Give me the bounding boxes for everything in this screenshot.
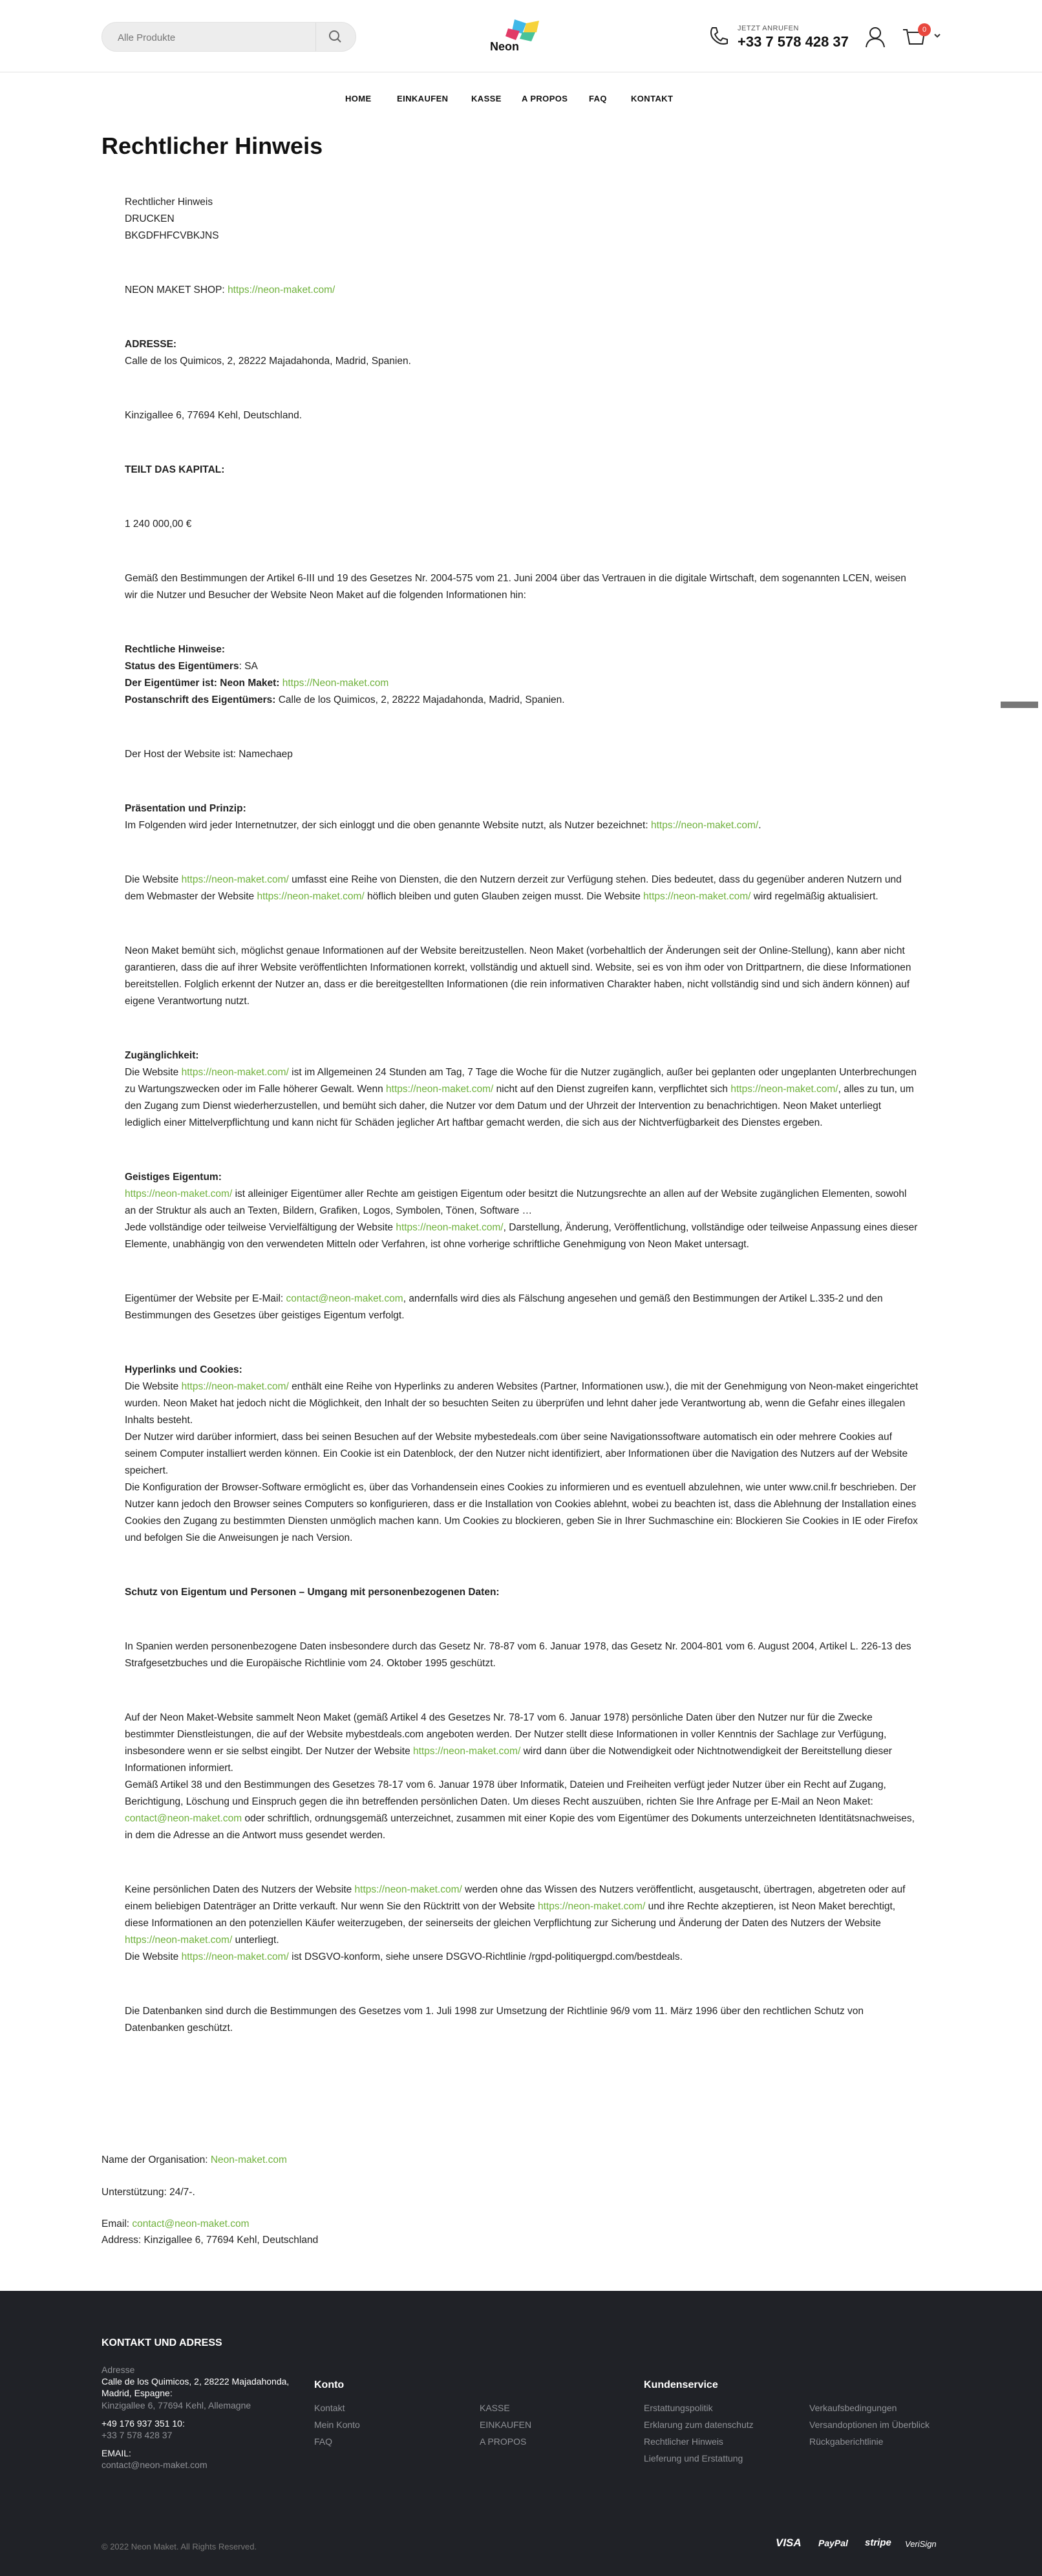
text: , alles zu tun, um den Zugang zum Dienst wiederherzustellen, und bemüht sich daher, die Nutzer vor dem Datum und der Uhrzeit der Intervention zu benachrichtigen. Neon Maket unterliegt lediglich einer Mittelverpflichtung und kann nicht für Schäden jeglicher Art haftbar gemacht werden, die sich aus der Nichtverfügbarkeit des Dienstes ergeben. bbox=[125, 1084, 914, 1128]
site-link[interactable]: https://neon-maket.com/ bbox=[643, 891, 751, 902]
footer-konto-list-2 bbox=[480, 2399, 531, 2450]
address-text: Calle de los Quimicos, 2, 28222 Majadahonda, Madrid, Spanien. bbox=[125, 356, 411, 367]
text: werden ohne das Wissen des Nutzers veröffentlicht, ausgetauscht, übertragen, abgetreten oder auf einem beliebigen Datenträger an Dritte verkauft. Nur wenn Sie den Rücktritt von der Website bbox=[125, 1884, 906, 1912]
footer-email-label: EMAIL: bbox=[101, 2448, 131, 2458]
host-text: Der Host der Website ist: Namechaep bbox=[125, 749, 293, 760]
footer-link[interactable]: FAQ bbox=[314, 2436, 333, 2447]
footer-link[interactable]: Mein Konto bbox=[314, 2420, 360, 2430]
footer-konto-list bbox=[314, 2399, 360, 2450]
text: ist alleiniger Eigentümer aller Rechte am geistigen Eigentum oder besitzt die Nutzungsrechte an allen auf der Website zugänglichen Elementen, sowohl an der Struktur als auch an Texten, Bildern, Grafiken, Logos, Symbolen, Tönen, Software … bbox=[125, 1188, 907, 1216]
stripe-icon: stripe bbox=[865, 2537, 891, 2548]
search-input[interactable] bbox=[118, 30, 312, 45]
owner-link[interactable]: https://Neon-maket.com bbox=[282, 678, 389, 689]
footer-link[interactable]: Kontakt bbox=[314, 2403, 345, 2413]
footer-link[interactable]: Erstattungspolitik bbox=[644, 2403, 713, 2413]
site-link[interactable]: https://neon-maket.com/ bbox=[228, 284, 335, 295]
presentation-block: Präsentation und Prinzip: Im Folgenden wird jeder Internetnutzer, der sich einloggt und die oben genannte Website nutzt, als Nutzer bezeichnet: https://neon-maket.com/. bbox=[125, 803, 761, 831]
site-link[interactable]: https://neon-maket.com/ bbox=[257, 891, 365, 902]
text: höflich bleiben und guten Glauben zeigen musst. Die Website bbox=[364, 891, 644, 902]
text: Gemäß Artikel 38 und den Bestimmungen des Gesetzes 78-17 vom 6. Januar 1978 über Informatik, Dateien und Freiheiten verfügt jeder Nutzer über ein Recht auf Zugang, Berichtigung, Löschung und Einspruch gegen die ihn betreffenden persönlichen Daten. Um dieses Recht auszuüben, richten Sie Ihre Anfrage per E-Mail an Neon Maket: bbox=[125, 1779, 886, 1807]
user-icon[interactable] bbox=[864, 26, 886, 48]
text: Die Website bbox=[125, 1067, 182, 1078]
site-link[interactable]: https://neon-maket.com/ bbox=[354, 1884, 462, 1895]
ip-label: Geistiges Eigentum: bbox=[125, 1172, 222, 1183]
shop-block bbox=[125, 282, 919, 299]
text: Die Website bbox=[125, 1381, 182, 1392]
site-link[interactable]: https://neon-maket.com/ bbox=[181, 874, 289, 885]
intro-line: DRUCKEN bbox=[125, 213, 175, 224]
paypal-icon: PayPal bbox=[818, 2538, 848, 2548]
svg-text:Neon: Neon bbox=[490, 40, 519, 53]
intro-line: BKGDFHFCVBKJNS bbox=[125, 230, 219, 241]
legal-notes-block bbox=[125, 641, 919, 709]
site-link[interactable]: https://neon-maket.com/ bbox=[537, 1901, 646, 1912]
footer-link[interactable]: A PROPOS bbox=[480, 2436, 527, 2447]
nav-einkaufen[interactable]: EINKAUFEN bbox=[397, 94, 449, 103]
site-link[interactable]: https://neon-maket.com/ bbox=[181, 1067, 289, 1078]
intro-line: Rechtlicher Hinweis bbox=[125, 197, 213, 208]
nav-home[interactable]: HOME bbox=[345, 94, 372, 103]
phone-number[interactable]: +33 7 578 428 37 bbox=[738, 34, 849, 50]
kehl-address: Kinzigallee 6, 77694 Kehl, Deutschland. bbox=[125, 410, 303, 421]
page-title: Rechtlicher Hinweis bbox=[101, 133, 323, 159]
text: ist DSGVO-konform, siehe unsere DSGVO-Richtlinie /rgpd-politiquergpd.com/bestdeals. bbox=[288, 1951, 683, 1962]
site-link[interactable]: https://neon-maket.com/ bbox=[396, 1222, 504, 1233]
cookie-text: Der Nutzer wird darüber informiert, dass bei seinen Besuchen auf der Website mybestedeals.com über seine Navigationssoftware automatisch ein oder mehrere Cookies auf seinem Computer installiert werden können. Ein Cookie ist ein Datenblock, der den Nutzer nicht identifiziert, aber Informationen über die Navigation des Nutzers auf der Website speichert. bbox=[125, 1432, 908, 1476]
text: Jede vollständige oder teilweise Vervielfältigung der Website bbox=[125, 1222, 396, 1233]
side-tab[interactable] bbox=[1001, 702, 1038, 708]
org-email-label: Email: bbox=[101, 2218, 133, 2229]
email-link[interactable]: contact@neon-maket.com bbox=[286, 1293, 403, 1304]
phone-icon bbox=[707, 25, 730, 48]
footer-address-label: Adresse bbox=[101, 2365, 135, 2375]
site-link[interactable]: https://neon-maket.com/ bbox=[650, 820, 759, 831]
status-value: : SA bbox=[239, 661, 258, 672]
nav-kasse[interactable]: KASSE bbox=[471, 94, 502, 103]
org-email-link[interactable]: contact@neon-maket.com bbox=[132, 2218, 250, 2229]
text: nicht auf den Dienst zugreifen kann, verpflichtet sich bbox=[493, 1084, 731, 1095]
text: , andernfalls wird dies als Fälschung angesehen und gemäß den Bestimmungen der Artikel L.335-2 und den Bestimmungen des Gesetzes über geistiges Eigentum verfolgt. bbox=[125, 1293, 883, 1321]
footer-phone-2[interactable]: +33 7 578 428 37 bbox=[101, 2430, 173, 2440]
footer-link[interactable]: KASSE bbox=[480, 2403, 510, 2413]
legal-notes-label: Rechtliche Hinweise: bbox=[125, 644, 226, 655]
protection-label-block bbox=[125, 1584, 919, 1601]
hyperlinks-label: Hyperlinks und Cookies: bbox=[125, 1364, 242, 1375]
search-button[interactable] bbox=[315, 23, 356, 51]
legal-content bbox=[125, 194, 919, 2074]
text: unterliegt. bbox=[232, 1935, 279, 1946]
footer-link[interactable]: EINKAUFEN bbox=[480, 2420, 532, 2430]
text: wird dann über die Notwendigkeit oder Nichtnotwendigkeit der Bereitstellung dieser Informationen informiert. bbox=[125, 1746, 892, 1774]
capital-block bbox=[125, 516, 919, 533]
text: und ihre Rechte akzeptieren, ist Neon Maket berechtigt, diese Informationen an den potenziellen Käufer weiterzugeben, der seinerseits der gleichen Verpflichtung zur Sicherung und Änderung der Daten des Nutzers der Website bbox=[125, 1901, 896, 1929]
database-text: Die Datenbanken sind durch die Bestimmungen des Gesetzes vom 1. Juli 1998 zur Umsetzung der Richtlinie 96/9 vom 11. März 1996 über den rechtlichen Schutz von Datenbanken geschützt. bbox=[125, 2006, 864, 2034]
lcen-text: Gemäß den Bestimmungen der Artikel 6-III und 19 des Gesetzes Nr. 2004-575 vom 21. Juni 2004 über das Vertrauen in die digitale Wirtschaft, dem sogenannten LCEN, weisen wir die Nutzer und Besucher der Website Neon Maket auf die folgenden Informationen hin: bbox=[125, 573, 906, 601]
neon-logo-icon bbox=[486, 17, 556, 54]
text: Auf der Neon Maket-Website sammelt Neon Maket (gemäß Artikel 4 des Gesetzes Nr. 78-17 vom 6. Januar 1978) persönliche Daten über den Nutzer nur für die Zwecke bestimmter Dienstleistungen, die auf der Website mybestdeals.com angeboten werden. Der Nutzer stellt diese Informationen in voller Kenntnis der Sachlage zur Verfügung, insbesondere wenn er sie selbst eingibt. Der Nutzer der Website bbox=[125, 1712, 887, 1757]
lcen-block bbox=[125, 570, 919, 604]
protection-label: Schutz von Eigentum und Personen – Umgang mit personenbezogenen Daten: bbox=[125, 1587, 500, 1598]
email-link[interactable]: contact@neon-maket.com bbox=[125, 1813, 242, 1824]
site-link[interactable]: https://neon-maket.com/ bbox=[386, 1084, 494, 1095]
kehl-block bbox=[125, 407, 919, 424]
website-block bbox=[125, 872, 919, 905]
copyright: © 2022 Neon Maket. All Rights Reserved. bbox=[101, 2542, 257, 2551]
site-link[interactable]: https://neon-maket.com/ bbox=[413, 1746, 521, 1757]
accessibility-block bbox=[125, 1047, 919, 1132]
intro-block bbox=[125, 194, 919, 244]
footer-link[interactable]: Rückgaberichtlinie bbox=[809, 2436, 884, 2447]
spain-text: In Spanien werden personenbezogene Daten insbesondere durch das Gesetz Nr. 78-87 vom 6. Januar 1978, das Gesetz Nr. 2004-801 vom 6. August 2004, Artikel L. 226-13 des Strafgesetzbuches und die Europäische Richtlinie vom 24. Oktober 1995 geschützt. bbox=[125, 1641, 911, 1669]
footer-email[interactable]: contact@neon-maket.com bbox=[101, 2460, 207, 2470]
shop-label: NEON MAKET SHOP: bbox=[125, 284, 225, 295]
text: enthält eine Reihe von Hyperlinks zu anderen Websites (Partner, Informationen usw.), die mit der Genehmigung von Neon-maket eingerichtet wurden. Neon Maket hat jedoch nicht die Möglichkeit, den Inhalt der so besuchten Seiten zu überprüfen und lehnt daher jede Verantwortung ab, wenn die Gefahr eines illegalen Inhalts besteht. bbox=[125, 1381, 919, 1426]
text: umfasst eine Reihe von Diensten, die den Nutzern derzeit zur Verfügung stehen. Dies bedeutet, dass du gegenüber anderen Nutzern und dem Webmaster der Website bbox=[125, 874, 902, 902]
footer-link[interactable]: Versandoptionen im Überblick bbox=[809, 2420, 930, 2430]
site-footer bbox=[0, 2291, 1042, 2576]
search-icon bbox=[316, 23, 356, 51]
support-line: Unterstützung: 24/7-. bbox=[101, 2187, 195, 2198]
footer-konto-title: Konto bbox=[314, 2379, 345, 2390]
accessibility-label: Zugänglichkeit: bbox=[125, 1050, 199, 1061]
footer-contact-title: KONTAKT UND ADRESS bbox=[101, 2337, 222, 2348]
chevron-down-icon[interactable] bbox=[933, 31, 942, 40]
org-name-label: Name der Organisation: bbox=[101, 2154, 211, 2165]
presentation-text: Im Folgenden wird jeder Internetnutzer, der sich einloggt und die oben genannte Website nutzt, als Nutzer bezeichnet: bbox=[125, 820, 651, 831]
accuracy-block bbox=[125, 943, 919, 1010]
site-link[interactable]: https://neon-maket.com/ bbox=[125, 1935, 233, 1946]
capital-label-block bbox=[125, 462, 919, 478]
text: Die Website bbox=[125, 1951, 182, 1962]
footer-link[interactable]: Rechtlicher Hinweis bbox=[644, 2436, 723, 2447]
host-block bbox=[125, 746, 919, 763]
site-header bbox=[0, 0, 1042, 72]
spain-block bbox=[125, 1638, 919, 1672]
org-name-link[interactable]: Neon-maket.com bbox=[210, 2154, 287, 2165]
cart-count-badge: 0 bbox=[918, 23, 931, 36]
site-link[interactable]: https://neon-maket.com/ bbox=[181, 1381, 289, 1392]
no-share-block bbox=[125, 1882, 919, 1966]
text: ist im Allgemeinen 24 Stunden am Tag, 7 Tage die Woche für die Nutzer zugänglich, außer bei geplanten oder ungeplanten Unterbrechungen zu Wartungszwecken oder im Falle höherer Gewalt. Wenn bbox=[125, 1067, 917, 1095]
text: Keine persönlichen Daten des Nutzers der Website bbox=[125, 1884, 355, 1895]
footer-service-list-2 bbox=[809, 2399, 930, 2450]
database-block bbox=[125, 2003, 919, 2037]
capital-value: 1 240 000,00 € bbox=[125, 519, 192, 530]
footer-service-list bbox=[644, 2399, 754, 2467]
ip-block bbox=[125, 1169, 919, 1253]
footer-address-1: Calle de los Quimicos, 2, 28222 Majadahonda, bbox=[101, 2376, 290, 2387]
call-label: JETZT ANRUFEN bbox=[738, 25, 799, 32]
nav-a-propos[interactable]: A PROPOS bbox=[522, 94, 568, 103]
postal-label: Postanschrift des Eigentümers: bbox=[125, 694, 276, 705]
address-label: ADRESSE: bbox=[125, 339, 177, 350]
site-link[interactable]: https://neon-maket.com/ bbox=[125, 1188, 233, 1199]
nav-faq[interactable]: FAQ bbox=[589, 94, 607, 103]
call-block bbox=[738, 25, 849, 50]
accuracy-text: Neon Maket bemüht sich, möglichst genaue Informationen auf der Website bereitzustellen. Neon Maket (vorbehaltlich der Änderungen seit der Online-Stellung), kann aber nicht garantieren, dass die auf ihrer Website veröffentlichten Informationen korrekt, vollständig und aktuell sind. Website, sei es von ihm oder von Drittpartnern, die diese Informationen bereitstellen. Folglich erkennt der Nutzer an, dass er die bereitgestellten Informationen (die rein informativen Charakter haben, nicht vollständig sind und sich ändern können) auf eigene Verantwortung nutzt. bbox=[125, 945, 911, 1007]
postal-value: Calle de los Quimicos, 2, 28222 Majadahonda, Madrid, Spanien. bbox=[275, 694, 565, 705]
nav-kontakt[interactable]: KONTAKT bbox=[631, 94, 674, 103]
text: , Darstellung, Änderung, Veröffentlichung, vollständige oder teilweise Anpassung eines dieser Elemente, unabhängig von den verwendeten Mitteln oder Verfahren, ist ohne vorherige schriftliche Genehmigung von Neon Maket untersagt. bbox=[125, 1222, 918, 1250]
main-nav bbox=[0, 72, 1042, 123]
capital-label: TEILT DAS KAPITAL: bbox=[125, 464, 225, 475]
footer-link[interactable]: Verkaufsbedingungen bbox=[809, 2403, 897, 2413]
footer-service-title: Kundenservice bbox=[644, 2379, 718, 2390]
hyperlinks-block bbox=[125, 1362, 919, 1547]
org-email-line bbox=[101, 2216, 942, 2233]
owner-label: Der Eigentümer ist: Neon Maket: bbox=[125, 678, 280, 689]
site-link[interactable]: https://neon-maket.com/ bbox=[730, 1084, 838, 1095]
footer-phone-1[interactable]: +49 176 937 351 10: bbox=[101, 2418, 185, 2429]
footer-link[interactable]: Erklarung zum datenschutz bbox=[644, 2420, 754, 2430]
visa-icon: VISA bbox=[776, 2537, 802, 2549]
verisign-icon: VeriSign bbox=[905, 2539, 937, 2549]
email-owner-block bbox=[125, 1291, 919, 1324]
footer-address-3: Kinzigallee 6, 77694 Kehl, Allemagne bbox=[101, 2400, 251, 2410]
text: Eigentümer der Website per E-Mail: bbox=[125, 1293, 286, 1304]
org-name-line bbox=[101, 2152, 942, 2169]
org-address-line: Address: Kinzigallee 6, 77694 Kehl, Deutschland bbox=[101, 2235, 319, 2246]
footer-link[interactable]: Lieferung und Erstattung bbox=[644, 2453, 743, 2463]
data-collection-block bbox=[125, 1710, 919, 1844]
status-label: Status des Eigentümers bbox=[125, 661, 239, 672]
address-block bbox=[125, 336, 919, 370]
site-logo[interactable] bbox=[486, 17, 556, 54]
search-bar bbox=[101, 22, 356, 52]
text: wird regelmäßig aktualisiert. bbox=[750, 891, 878, 902]
cookie-config-text: Die Konfiguration der Browser-Software ermöglicht es, über das Vorhandensein eines Cookies zu informieren und es eventuell abzulehnen, wie unter www.cnil.fr beschrieben. Der Nutzer kann jedoch den Browser seines Computers so konfigurieren, dass er die Installation von Cookies ablehnt, wobei zu beachten ist, dass die Ablehnung der Installation eines Cookies den Zugang zu bestimmten Diensten unmöglich machen kann. Um Cookies zu blockieren, geben Sie in Ihrer Suchmaschine ein: Blockieren Sie Cookies in IE oder Firefox und befolgen Sie die Anweisungen je nach Version. bbox=[125, 1482, 918, 1543]
text: oder schriftlich, ordnungsgemäß unterzeichnet, zusammen mit einer Kopie des vom Eigentümer des Dokuments unterzeichneten Identitätsnachweises, in dem die Adresse an die Antwort muss gesendet werden. bbox=[125, 1813, 915, 1841]
footer-address-2: Madrid, Espagne: bbox=[101, 2388, 173, 2398]
text: Die Website bbox=[125, 874, 182, 885]
presentation-label: Präsentation und Prinzip: bbox=[125, 803, 246, 814]
site-link[interactable]: https://neon-maket.com/ bbox=[181, 1951, 289, 1962]
